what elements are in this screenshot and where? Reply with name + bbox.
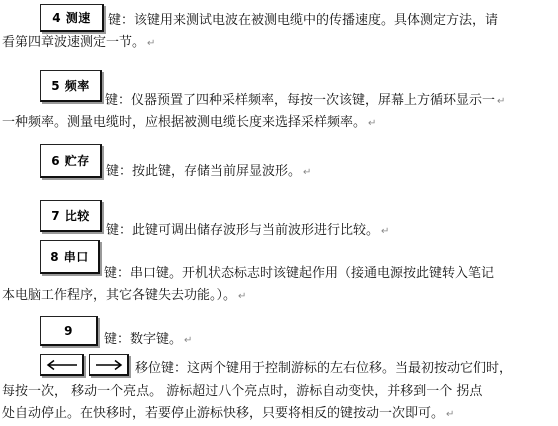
key-label: 8 串口	[50, 250, 89, 264]
key-9-digit	[40, 316, 98, 346]
right-arrow-key	[89, 354, 129, 376]
key-label: 4 测速	[52, 11, 91, 25]
key-label: 7 比较	[51, 209, 90, 223]
paragraph-digit-line-1: 键：数字键。 ↵	[104, 332, 193, 347]
paragraph-frequency-line-2: 一种频率。测量电缆时，应根据被测电缆长度来选择采样频率。 ↵	[2, 115, 377, 130]
paragraph-shift-line-3: 处自动停止。在快移时，若要停止游标快移，只要将相反的键按动一次即可。 ↵	[2, 406, 455, 421]
paragraph-serial-line-2: 本电脑工作程序，其它各键失去功能。）。 ↵	[2, 288, 247, 303]
paragraph-serial-line-1: 键：串口键。开机状态标志时该键起作用（接通电源按此键转入笔记	[104, 266, 495, 281]
key-8-serial-port	[40, 240, 100, 274]
paragraph-speed-line-2: 看第四章波速测定一节。 ↵	[2, 35, 156, 50]
arrow-right-icon	[94, 359, 124, 371]
key-label: 5 频率	[51, 79, 90, 93]
key-7-compare	[40, 200, 102, 232]
paragraph-shift-line-1: 移位键：这两个键用于控制游标的左右位移。当最初按动它们时，	[135, 361, 513, 376]
arrow-left-icon	[45, 359, 79, 371]
paragraph-frequency-line-1: 键：仪器预置了四种采样频率，每按一次该键，屏幕上方循环显示一 ↵	[105, 93, 506, 108]
key-6-store	[40, 144, 102, 178]
paragraph-speed-line-1: 键：该键用来测试电波在被测电缆中的传播速度。具体测定方法，请	[108, 13, 499, 28]
paragraph-compare-line-1: 键：此键可调出储存波形与当前波形进行比较。 ↵	[106, 223, 390, 238]
key-5-frequency	[40, 70, 102, 102]
key-label: 9	[64, 323, 73, 338]
paragraph-store-line-1: 键：按此键，存储当前屏显波形。 ↵	[106, 164, 312, 179]
left-arrow-key	[40, 354, 84, 376]
paragraph-shift-line-2: 每按一次， 移动一个亮点。 游标超过八个亮点时，游标自动变快，并移到一个 拐点	[2, 384, 483, 399]
key-4-speed-test	[40, 4, 104, 32]
key-label: 6 贮存	[51, 154, 90, 168]
